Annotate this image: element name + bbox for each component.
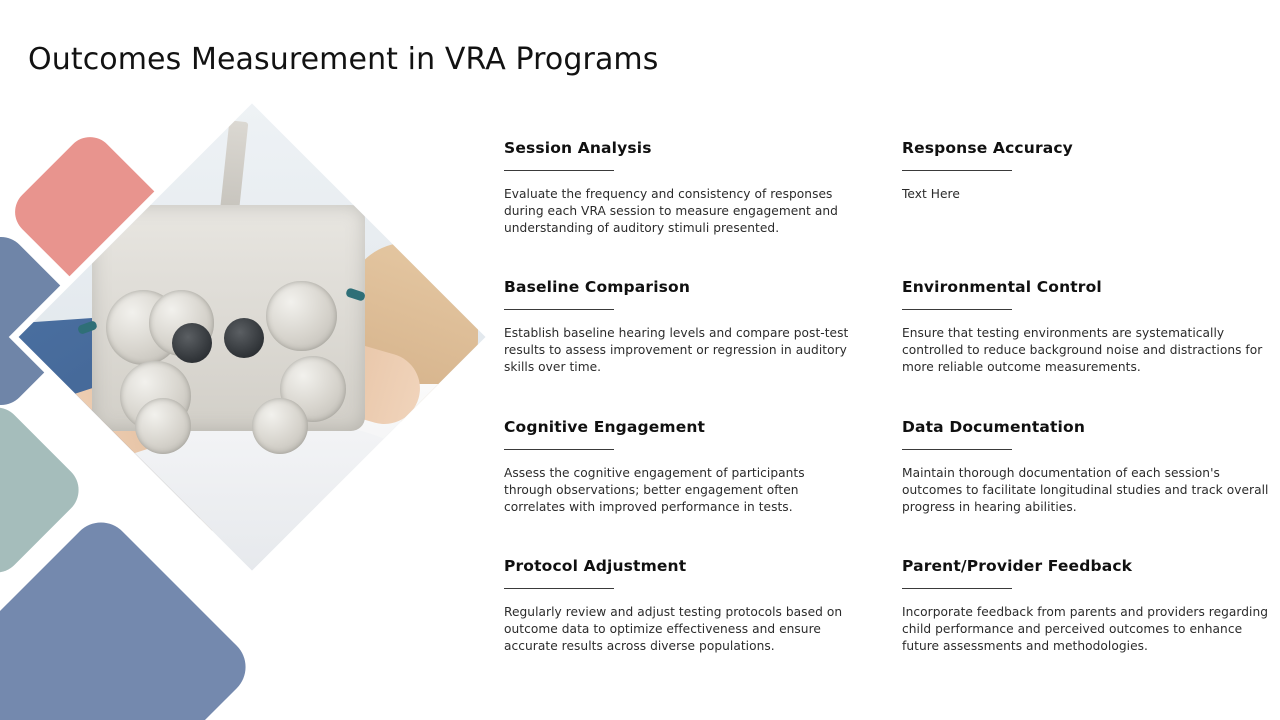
topic-protocol-adjustment[interactable] [504, 558, 856, 655]
topic-heading: Baseline Comparison [504, 278, 691, 296]
heading-underline [504, 449, 614, 450]
topic-heading: Data Documentation [902, 418, 1086, 436]
topic-environmental-control[interactable] [902, 279, 1280, 376]
topic-response-accuracy[interactable] [902, 140, 1280, 203]
photo-phoropter-lens-right [224, 318, 264, 358]
photo-phoropter-dial-6 [134, 398, 190, 454]
heading-underline [902, 588, 1012, 589]
topic-body: Text Here [902, 187, 960, 202]
topic-body: Establish baseline hearing levels and compare post-test results to assess improvement or regression in auditory skills over time. [504, 326, 849, 375]
heading-underline [504, 170, 614, 171]
topic-parent-provider-feedback[interactable] [902, 558, 1280, 655]
photo-phoropter-dial-4 [266, 281, 337, 352]
topic-data-documentation[interactable] [902, 419, 1280, 516]
topic-heading: Parent/Provider Feedback [902, 557, 1133, 575]
topic-body: Maintain thorough documentation of each session's outcomes to facilitate longitudinal studies and track overall progress in hearing abilities. [902, 466, 1269, 515]
topic-heading: Cognitive Engagement [504, 418, 706, 436]
heading-underline [504, 309, 614, 310]
topic-heading: Session Analysis [504, 139, 652, 157]
topic-body: Assess the cognitive engagement of participants through observations; better engagement often correlates with improved performance in tests. [504, 466, 805, 515]
page-title: Outcomes Measurement in VRA Programs [28, 42, 659, 78]
topic-body: Incorporate feedback from parents and providers regarding child performance and perceived outcomes to enhance future assessments and methodologies. [902, 605, 1269, 654]
heading-underline [902, 449, 1012, 450]
topic-heading: Environmental Control [902, 278, 1102, 296]
topic-body: Evaluate the frequency and consistency of responses during each VRA session to measure engagement and understanding of auditory stimuli presented. [504, 187, 838, 236]
topic-body: Ensure that testing environments are systematically controlled to reduce background noise and distractions for more reliable outcome measurements. [902, 326, 1263, 375]
heading-underline [902, 309, 1012, 310]
topic-cognitive-engagement[interactable] [504, 419, 856, 516]
periwinkle-diamond-shape [0, 510, 258, 720]
topic-heading: Protocol Adjustment [504, 557, 687, 575]
heading-underline [902, 170, 1012, 171]
heading-underline [504, 588, 614, 589]
topic-baseline-comparison[interactable] [504, 279, 856, 376]
topic-body: Regularly review and adjust testing protocols based on outcome data to optimize effectiveness and ensure accurate results across diverse populations. [504, 605, 843, 654]
topic-heading: Response Accuracy [902, 139, 1073, 157]
photo-phoropter-lens-left [172, 323, 212, 363]
decorative-visual-cluster [0, 0, 470, 720]
content-area [504, 139, 1269, 700]
topic-session-analysis[interactable] [504, 140, 856, 237]
